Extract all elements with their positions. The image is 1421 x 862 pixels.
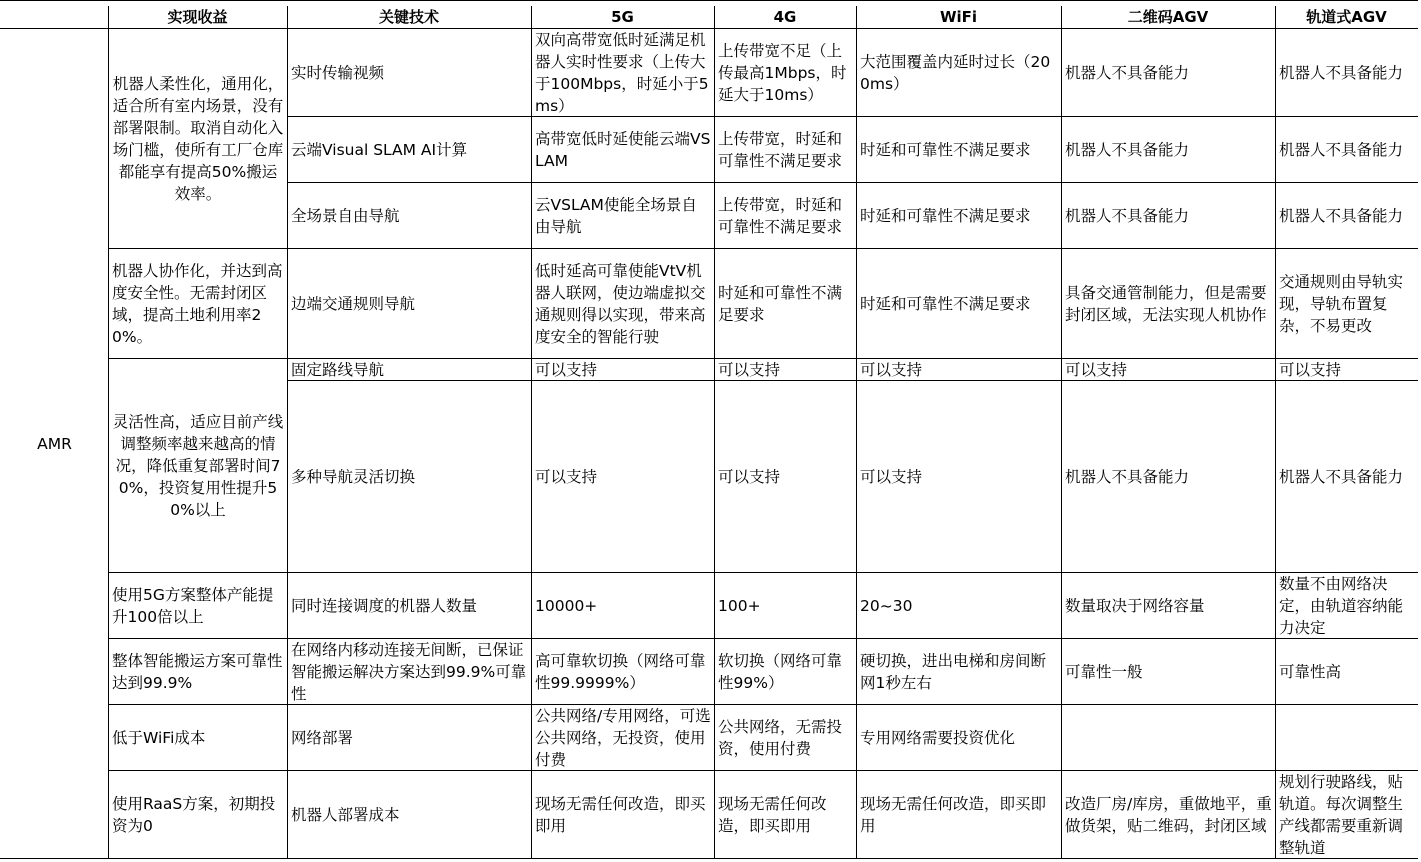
table-cell-tech[interactable]: [287, 358, 532, 381]
benefit-cell-text: 机器人协作化，并达到高度安全性。无需封闭区域，提高土地利用率20%。: [112, 261, 283, 346]
column-header-5g[interactable]: 5G: [531, 6, 715, 29]
table-cell-tech-text: 网络部署: [291, 728, 354, 747]
benefit-cell[interactable]: [108, 770, 288, 859]
table-cell-rail-agv[interactable]: [1275, 380, 1419, 573]
table-cell-rail-agv[interactable]: [1275, 638, 1419, 705]
table-cell-wifi[interactable]: [856, 704, 1062, 771]
table-cell-wifi[interactable]: [856, 182, 1062, 249]
table-cell-5g-text: 云VSLAM使能全场景自由导航: [535, 195, 697, 236]
table-cell-5g-text: 高带宽低时延使能云端VSLAM: [535, 129, 711, 170]
table-cell-qr-agv[interactable]: [1061, 248, 1276, 359]
table-cell-4g[interactable]: [714, 182, 857, 249]
table-cell-wifi-text: 现场无需任何改造，即买即用: [860, 794, 1047, 835]
table-cell-4g-text: 可以支持: [718, 467, 781, 486]
table-cell-wifi[interactable]: [856, 380, 1062, 573]
table-cell-rail-agv-text: 机器人不具备能力: [1279, 467, 1404, 486]
benefit-cell[interactable]: [108, 28, 288, 249]
column-header-wifi[interactable]: WiFi: [856, 6, 1062, 29]
table-cell-qr-agv-text: 机器人不具备能力: [1065, 63, 1190, 82]
table-cell-4g-text: 上传带宽，时延和可靠性不满足要求: [718, 129, 843, 170]
table-cell-rail-agv[interactable]: [1275, 182, 1419, 249]
table-cell-qr-agv[interactable]: [1061, 28, 1276, 117]
benefit-cell-text: 使用5G方案整体产能提升100倍以上: [112, 585, 274, 626]
table-cell-4g[interactable]: [714, 572, 857, 639]
table-cell-tech[interactable]: [287, 770, 532, 859]
table-cell-5g[interactable]: [531, 248, 715, 359]
table-cell-tech-text: 多种导航灵活切换: [291, 467, 416, 486]
column-header-4g[interactable]: 4G: [714, 6, 857, 29]
table-cell-qr-agv[interactable]: [1061, 770, 1276, 859]
table-cell-wifi[interactable]: [856, 116, 1062, 183]
row-label-amr-text: AMR: [37, 434, 72, 453]
table-cell-5g[interactable]: [531, 638, 715, 705]
benefit-cell-text: 整体智能搬运方案可靠性达到99.9%: [112, 651, 283, 692]
table-cell-4g-text: 上传带宽，时延和可靠性不满足要求: [718, 195, 843, 236]
benefit-cell[interactable]: [108, 358, 288, 573]
table-cell-tech[interactable]: [287, 572, 532, 639]
table-cell-rail-agv[interactable]: [1275, 704, 1419, 771]
table-cell-qr-agv-text: 机器人不具备能力: [1065, 206, 1190, 225]
table-cell-rail-agv-text: 可以支持: [1279, 361, 1342, 379]
table-cell-4g[interactable]: [714, 248, 857, 359]
table-cell-4g[interactable]: [714, 380, 857, 573]
table-cell-4g[interactable]: [714, 358, 857, 381]
column-header-rail-agv[interactable]: 轨道式AGV: [1275, 6, 1419, 29]
table-cell-4g[interactable]: [714, 704, 857, 771]
table-cell-5g-text: 现场无需任何改造，即买即用: [535, 794, 706, 835]
table-cell-wifi-text: 可以支持: [860, 361, 923, 379]
table-cell-tech-text: 固定路线导航: [291, 361, 385, 379]
table-cell-tech[interactable]: [287, 248, 532, 359]
table-cell-5g-text: 双向高带宽低时延满足机器人实时性要求（上传大于100Mbps，时延小于5ms）: [535, 30, 709, 115]
table-cell-tech[interactable]: [287, 638, 532, 705]
row-label-amr[interactable]: [0, 28, 109, 859]
benefit-cell-text: 使用RaaS方案，初期投资为0: [112, 794, 276, 835]
table-cell-qr-agv[interactable]: [1061, 704, 1276, 771]
table-cell-qr-agv-text: 具备交通管制能力，但是需要封闭区域，无法实现人机协作: [1065, 283, 1267, 324]
column-header-tech[interactable]: 关键技术: [287, 6, 532, 29]
benefit-cell[interactable]: [108, 572, 288, 639]
table-cell-5g[interactable]: [531, 704, 715, 771]
table-cell-rail-agv[interactable]: [1275, 770, 1419, 859]
table-cell-rail-agv-text: 可靠性高: [1279, 662, 1342, 681]
table-cell-tech-text: 同时连接调度的机器人数量: [291, 596, 478, 615]
table-cell-4g-text: 现场无需任何改造，即买即用: [718, 794, 827, 835]
benefit-cell[interactable]: [108, 704, 288, 771]
table-cell-qr-agv[interactable]: [1061, 116, 1276, 183]
table-cell-rail-agv-text: 数量不由网络决定，由轨道容纳能力决定: [1279, 574, 1404, 637]
table-cell-rail-agv-text: 规划行驶路线，贴轨道。每次调整生产线都需要重新调整轨道: [1279, 772, 1404, 857]
table-cell-wifi[interactable]: [856, 28, 1062, 117]
table-cell-4g-text: 上传带宽不足（上传最高1Mbps，时延大于10ms）: [718, 41, 847, 104]
table-cell-wifi-text: 硬切换，进出电梯和房间断网1秒左右: [860, 651, 1047, 692]
table-cell-5g-text: 低时延高可靠使能VtV机器人联网，使边端虚拟交通规则得以实现，带来高度安全的智能行驶: [535, 261, 706, 346]
table-cell-4g-text: 可以支持: [718, 361, 781, 379]
table-cell-tech-text: 机器人部署成本: [291, 805, 400, 824]
benefit-cell-text: 机器人柔性化，通用化，适合所有室内场景，没有部署限制。取消自动化入场门槛，使所有工厂仓库都能享有提高50%搬运效率。: [112, 74, 284, 203]
table-cell-tech-text: 在网络内移动连接无间断，已保证智能搬运解决方案达到99.9%可靠性: [291, 640, 527, 703]
table-cell-tech-text: 全场景自由导航: [291, 206, 400, 225]
table-cell-qr-agv-text: 机器人不具备能力: [1065, 467, 1190, 486]
table-cell-5g-text: 10000+: [535, 596, 598, 615]
table-cell-5g-text: 高可靠软切换（网络可靠性99.9999%）: [535, 651, 706, 692]
table-cell-wifi-text: 20~30: [860, 596, 913, 615]
table-cell-4g-text: 100+: [718, 596, 761, 615]
table-top-border: [0, 0, 1421, 1]
table-cell-wifi[interactable]: [856, 358, 1062, 381]
table-cell-5g[interactable]: [531, 28, 715, 117]
table-cell-rail-agv[interactable]: [1275, 358, 1419, 381]
table-cell-qr-agv-text: 数量取决于网络容量: [1065, 596, 1205, 615]
column-header-benefit[interactable]: 实现收益: [108, 6, 288, 29]
table-cell-5g[interactable]: [531, 380, 715, 573]
table-cell-qr-agv-text: 改造厂房/库房，重做地平，重做货架，贴二维码，封闭区域: [1065, 794, 1272, 835]
table-cell-4g[interactable]: [714, 28, 857, 117]
benefit-cell-text: 低于WiFi成本: [112, 728, 206, 747]
table-cell-qr-agv-text: 可靠性一般: [1065, 662, 1143, 681]
table-cell-4g-text: 时延和可靠性不满足要求: [718, 283, 843, 324]
table-cell-qr-agv[interactable]: [1061, 182, 1276, 249]
table-cell-wifi-text: 时延和可靠性不满足要求: [860, 294, 1031, 313]
table-cell-5g-text: 可以支持: [535, 467, 598, 486]
table-cell-wifi[interactable]: [856, 638, 1062, 705]
table-cell-tech-text: 云端Visual SLAM AI计算: [291, 140, 468, 159]
table-cell-5g-text: 可以支持: [535, 361, 598, 379]
table-cell-tech[interactable]: [287, 182, 532, 249]
table-cell-qr-agv[interactable]: [1061, 380, 1276, 573]
table-cell-4g[interactable]: [714, 638, 857, 705]
table-cell-rail-agv-text: 机器人不具备能力: [1279, 63, 1404, 82]
table-cell-wifi-text: 可以支持: [860, 467, 923, 486]
table-cell-wifi[interactable]: [856, 572, 1062, 639]
table-cell-rail-agv[interactable]: [1275, 572, 1419, 639]
table-cell-wifi-text: 大范围覆盖内延时过长（200ms）: [860, 52, 1051, 93]
table-cell-tech-text: 实时传输视频: [291, 63, 385, 82]
table-cell-5g[interactable]: [531, 358, 715, 381]
table-cell-4g[interactable]: [714, 770, 857, 859]
table-cell-rail-agv-text: 交通规则由导轨实现，导轨布置复杂，不易更改: [1279, 272, 1404, 335]
benefit-cell[interactable]: [108, 248, 288, 359]
table-cell-5g[interactable]: [531, 116, 715, 183]
table-cell-wifi-text: 时延和可靠性不满足要求: [860, 206, 1031, 225]
header-corner: [0, 6, 109, 29]
table-cell-rail-agv-text: 机器人不具备能力: [1279, 206, 1404, 225]
table-cell-5g[interactable]: [531, 770, 715, 859]
table-cell-wifi[interactable]: [856, 770, 1062, 859]
table-cell-qr-agv[interactable]: [1061, 358, 1276, 381]
benefit-cell-text: 灵活性高，适应目前产线调整频率越来越高的情况，降低重复部署时间70%，投资复用性提升50%以上: [112, 412, 284, 519]
table-cell-rail-agv[interactable]: [1275, 116, 1419, 183]
table-cell-rail-agv[interactable]: [1275, 248, 1419, 359]
table-cell-rail-agv[interactable]: [1275, 28, 1419, 117]
table-cell-qr-agv[interactable]: [1061, 638, 1276, 705]
table-cell-tech-text: 边端交通规则导航: [291, 294, 416, 313]
table-cell-tech[interactable]: [287, 380, 532, 573]
column-header-qr-agv[interactable]: 二维码AGV: [1061, 6, 1276, 29]
table-cell-5g-text: 公共网络/专用网络，可选公共网络，无投资，使用付费: [535, 706, 711, 769]
table-cell-qr-agv-text: 可以支持: [1065, 361, 1128, 379]
table-cell-qr-agv[interactable]: [1061, 572, 1276, 639]
table-cell-4g-text: 软切换（网络可靠性99%）: [718, 651, 843, 692]
table-cell-wifi-text: 专用网络需要投资优化: [860, 728, 1016, 747]
benefit-cell[interactable]: [108, 638, 288, 705]
table-cell-qr-agv-text: 机器人不具备能力: [1065, 140, 1190, 159]
table-cell-5g[interactable]: [531, 182, 715, 249]
table-cell-wifi-text: 时延和可靠性不满足要求: [860, 140, 1031, 159]
table-cell-tech[interactable]: [287, 28, 532, 117]
table-cell-4g-text: 公共网络，无需投资，使用付费: [718, 717, 843, 758]
table-cell-tech[interactable]: [287, 704, 532, 771]
table-cell-rail-agv-text: 机器人不具备能力: [1279, 140, 1404, 159]
table-cell-4g[interactable]: [714, 116, 857, 183]
table-cell-wifi[interactable]: [856, 248, 1062, 359]
table-cell-tech[interactable]: [287, 116, 532, 183]
table-cell-5g[interactable]: [531, 572, 715, 639]
